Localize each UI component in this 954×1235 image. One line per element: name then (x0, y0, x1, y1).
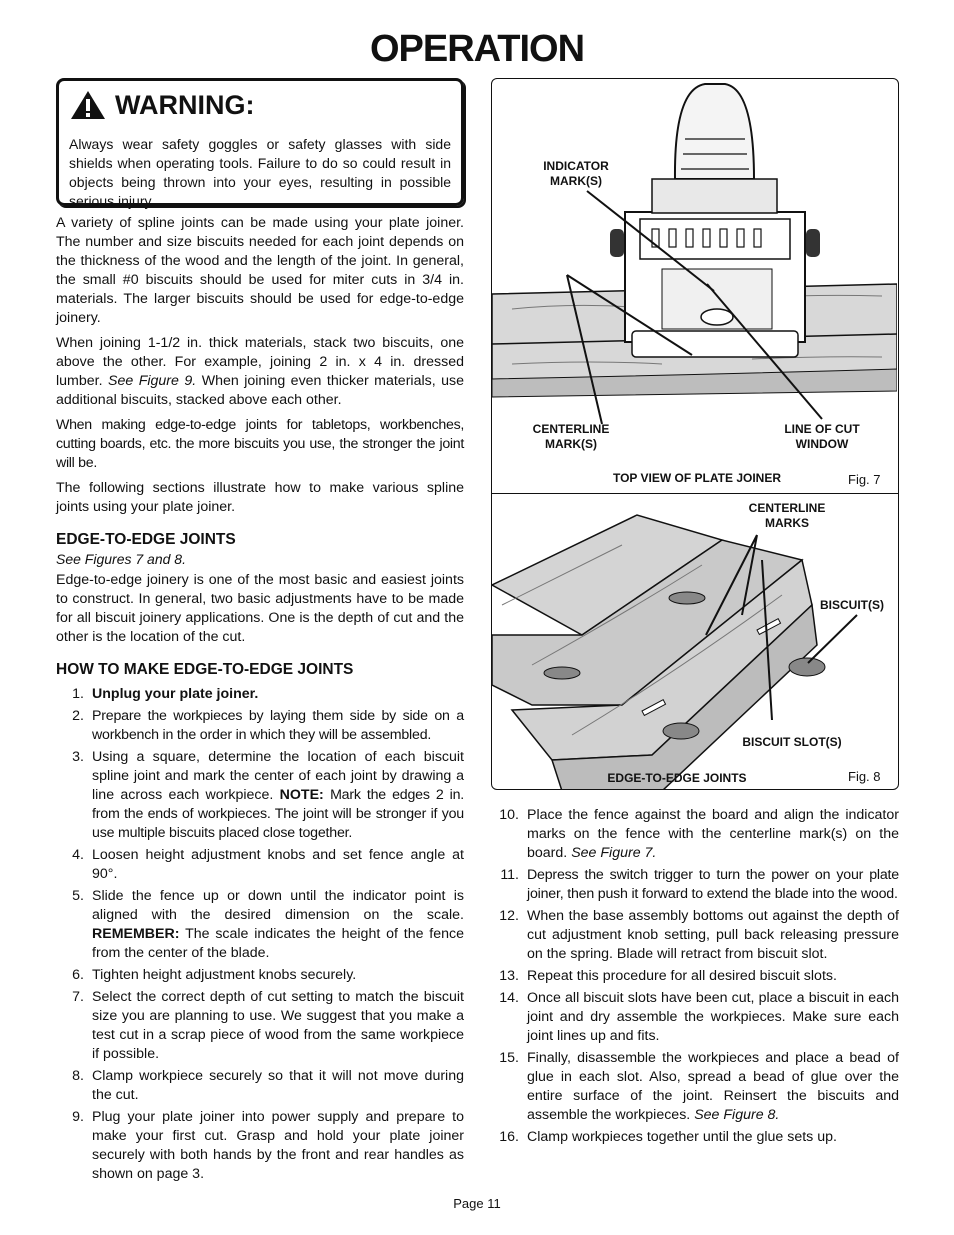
figure-divider (492, 493, 898, 494)
list-item: 4. Loosen height adjustment knobs and set fence angle at 90°. (72, 847, 464, 882)
figure-box (491, 78, 899, 790)
centerline-mark-label: CENTERLINE MARK(S) (532, 422, 610, 451)
centerline-marks-label: CENTERLINE MARKS (748, 501, 826, 530)
fig7-caption: TOP VIEW OF PLATE JOINER (612, 471, 782, 485)
warning-box (56, 78, 464, 209)
left-column (56, 78, 464, 1187)
fig7-number: Fig. 7 (848, 472, 881, 487)
biscuit-slots-label: BISCUIT SLOT(S) (742, 735, 842, 749)
list-item: 2. Prepare the workpieces by laying them side by side on a workbench in the order in which they will be assembled. (72, 708, 464, 743)
list-item: 3. Using a square, determine the location of each biscuit spline joint and mark the center of each joint by drawing a line across each workpiece. NOTE: Mark the edges 2 in. from the ends of workpieces. The joint will be stronger if you use multiple biscuits placed close together. (72, 749, 464, 841)
edge-joints-see: See Figures 7 and 8. (56, 551, 186, 567)
line-of-cut-label: LINE OF CUT WINDOW (784, 422, 860, 451)
list-item: 1. Unplug your plate joiner. (72, 686, 259, 702)
list-item: 11. Depress the switch trigger to turn the power on your plate joiner, then push it forward to extend the blade into the wood. (500, 867, 899, 902)
page-title: OPERATION (369, 28, 585, 70)
list-item: 8. Clamp workpiece securely so that it will not move during the cut. (72, 1068, 464, 1103)
warning-triangle-icon (69, 89, 107, 121)
biscuits-label: BISCUIT(S) (820, 598, 884, 612)
list-item: 16. Clamp workpieces together until the glue sets up. (499, 1129, 837, 1145)
list-item: 15. Finally, disassemble the workpieces and place a bead of glue in each slot. Also, spread a bead of glue over the entire surface of the joint. Reinsert the biscuits and assemble the workpieces. See Figure 8. (499, 1050, 899, 1123)
see-figure-9: See Figure 9. (108, 373, 197, 389)
howto-steps (56, 685, 464, 1184)
intro-paragraph-3: When making edge-to-edge joints for tabletops, workbenches, cutting boards, etc. the more biscuits you use, the stronger the joint will be. (56, 417, 464, 471)
list-item: 9. Plug your plate joiner into power supply and prepare to make your first cut. Grasp and hold your plate joiner securely with both hands by the front and rear handles as shown on page 3. (72, 1109, 464, 1182)
list-item: 7. Select the correct depth of cut setting to match the biscuit size you are planning to use. We suggest that you make a test cut in a scrap piece of wood from the same workpiece if possible. (72, 989, 464, 1062)
howto-heading: HOW TO MAKE EDGE-TO-EDGE JOINTS (56, 661, 354, 678)
intro-paragraph-4: The following sections illustrate how to make various spline joints using your plate joiner. (56, 480, 464, 515)
fig8-number: Fig. 8 (848, 769, 881, 784)
warning-header (69, 89, 451, 121)
page-number: Page 11 (453, 1196, 501, 1211)
fig8-caption: EDGE-TO-EDGE JOINTS (607, 771, 747, 785)
right-column (491, 78, 899, 1150)
list-item: 12. When the base assembly bottoms out against the depth of cut adjustment knob setting, pull back releasing pressure on the spring. Blade will retract from biscuit slot. (499, 908, 899, 962)
list-item: 14. Once all biscuit slots have been cut, place a biscuit in each joint and dry assemble the workpieces. Make sure each joint lines up and fits. (499, 990, 899, 1044)
list-item: 6. Tighten height adjustment knobs securely. (72, 967, 357, 983)
intro-paragraph-2: When joining 1-1/2 in. thick materials, stack two biscuits, one above the other. For example, joining 2 in. x 4 in. dressed lumber. See Figure 9. When joining even thicker materials, use additional biscuits, stacked above each other. (56, 335, 464, 408)
list-item: 5. Slide the fence up or down until the indicator point is aligned with the desired dimension on the scale. REMEMBER: The scale indicates the height of the fence from the center of the blade. (72, 888, 464, 961)
intro-paragraph-1: A variety of spline joints can be made using your plate joiner. The number and size biscuits needed for each joint depends on the thickness of the wood and the length of the joint. In general, the small #0 biscuits should be used for miter cuts in 3/4 in. materials. The larger biscuits should be used for edge-to-edge joinery. (56, 215, 464, 326)
list-item: 13. Repeat this procedure for all desired biscuit slots. (499, 968, 837, 984)
edge-joints-text: Edge-to-edge joinery is one of the most basic and easiest joints to construct. In general, two basic adjustments have to be made for all biscuit joinery applications. One is the depth of cut and the other is the location of the cut. (56, 572, 464, 645)
warning-heading: WARNING: (115, 89, 255, 120)
indicator-mark-label: INDICATOR MARK(S) (543, 159, 609, 188)
edge-joints-heading: EDGE-TO-EDGE JOINTS (56, 531, 236, 548)
list-item: 10. Place the fence against the board and align the indicator marks on the fence with the centerline mark(s) on the board. See Figure 7. (499, 807, 899, 861)
continued-steps (491, 806, 899, 1147)
warning-text: Always wear safety goggles or safety glasses with side shields when operating tools. Failure to do so could result in objects being thrown into your eyes, resulting in possible serious injury. (69, 136, 451, 209)
